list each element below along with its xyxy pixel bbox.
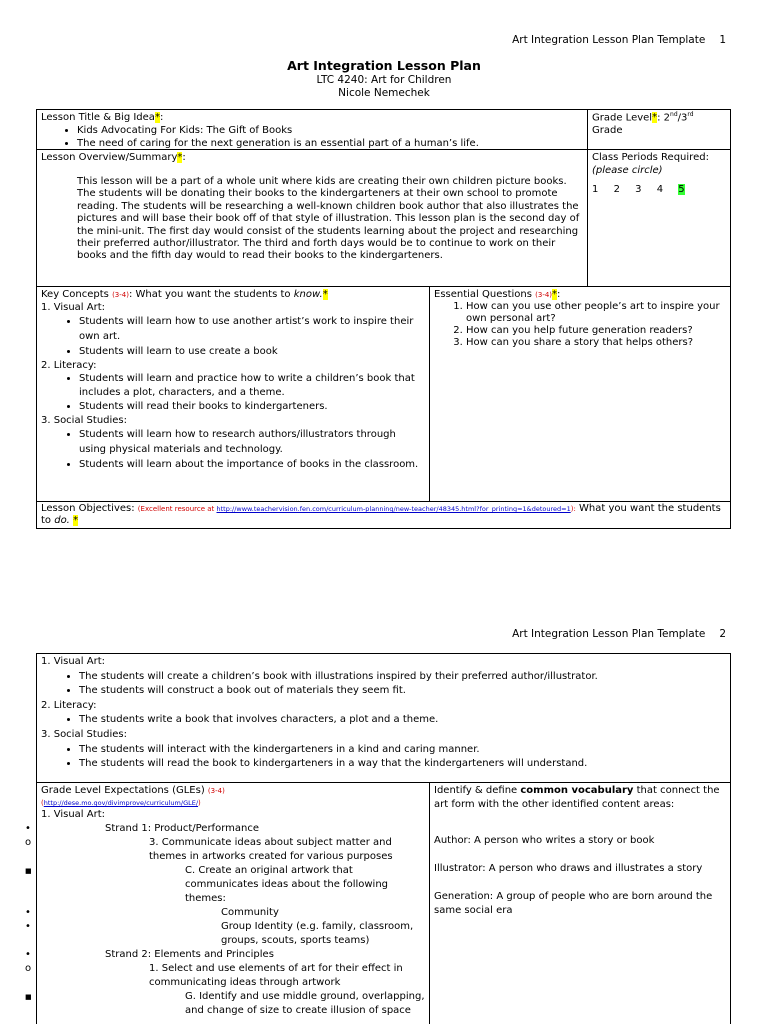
author-name: Nicole Nemechek bbox=[338, 86, 430, 99]
objective-item: • The students will construct a book out of materials they seem fit. bbox=[79, 684, 726, 699]
concept-item: • Students will learn and practice how to write a children’s book that includes a plot, characters, and a theme. bbox=[79, 372, 425, 400]
objective-item: • The students will interact with the kindergarteners in a kind and caring manner. bbox=[79, 743, 726, 758]
grade-range: (3-4) bbox=[112, 291, 129, 299]
grade-word: Grade bbox=[592, 125, 623, 137]
strand-sub-item: o 1. Select and use elements of art for their effect in communicating ideas through artwork bbox=[25, 963, 403, 988]
section-heading: 1. Visual Art: bbox=[41, 656, 105, 667]
grade-range: (3-4) bbox=[535, 291, 553, 299]
objective-item: • The students will read the book to kindergarteners in a way that the kindergarteners will understand. bbox=[79, 757, 726, 772]
class-periods-note: (please circle) bbox=[592, 165, 663, 176]
page-number: 1 bbox=[719, 34, 726, 46]
running-head-page-1 bbox=[512, 34, 726, 48]
lesson-title-item: • Kids Advocating For Kids: The Gift of Books bbox=[77, 124, 583, 137]
theme-item: • Group Identity (e.g. family, classroom, groups, scouts, sports teams) bbox=[25, 921, 414, 946]
concept-item: • Students will learn how to research authors/illustrators through using physical materials and technology. bbox=[79, 427, 425, 457]
essential-questions-cell: Essential Questions (3-4)*: 1. How can you use other people’s art to inspire your own personal art? 2. How can you help future generation readers? 3. How can you share a story that helps others? bbox=[429, 286, 731, 502]
grade-value: /3 bbox=[677, 112, 688, 124]
strand-sub-item: o 3. Communicate ideas about subject matter and themes in artworks created for various purposes bbox=[25, 837, 393, 862]
key-concepts-emphasis: know. bbox=[293, 289, 323, 300]
gle-cell bbox=[25, 782, 430, 1024]
required-marker: * bbox=[652, 112, 658, 124]
strand-label: Strand 1: Product/Performance bbox=[105, 823, 259, 834]
strand-subsub-label: G. Identify and use middle ground, overlapping, and change of size to create illusion of space bbox=[185, 991, 425, 1016]
class-periods-cell bbox=[587, 149, 731, 287]
resource-suffix: ): bbox=[570, 505, 576, 513]
concept-item: • Students will learn to use create a book bbox=[79, 344, 425, 359]
vocabulary-term: Illustrator: A person who draws and illustrates a story bbox=[434, 863, 703, 874]
overview-label: Lesson Overview/Summary bbox=[41, 152, 178, 163]
section-heading: 3. Social Studies: bbox=[41, 728, 128, 740]
objectives-prompt: What you want the students to bbox=[41, 503, 721, 526]
key-concepts-label: Key Concepts bbox=[41, 289, 109, 300]
grade-range: (3-4) bbox=[207, 787, 225, 795]
grade-level-cell: Grade Level*: 2nd/3rd Grade bbox=[587, 109, 731, 150]
strand-item: • Strand 1: Product/Performance bbox=[25, 823, 259, 834]
section-heading: 1. Visual Art: bbox=[41, 809, 105, 820]
lesson-title-label: Lesson Title & Big Idea bbox=[41, 112, 155, 123]
document-title: Art Integration Lesson Plan bbox=[287, 58, 481, 73]
required-marker: * bbox=[322, 289, 328, 300]
vocabulary-cell bbox=[429, 782, 731, 1024]
resource-link[interactable]: http://www.teachervision.fen.com/curriculum-planning/new-teacher/48345.html?for_printing=1&detoured=1 bbox=[216, 505, 571, 513]
required-marker: * bbox=[552, 289, 558, 300]
strand-label: Strand 2: Elements and Principles bbox=[105, 949, 274, 960]
objectives-cell bbox=[36, 501, 731, 529]
period-option[interactable]: 3 bbox=[635, 184, 642, 195]
strand-sub-label: 3. Communicate ideas about subject matter and themes in artworks created for various purposes bbox=[149, 837, 393, 862]
class-periods-options bbox=[592, 183, 726, 196]
period-option[interactable]: 2 bbox=[613, 184, 620, 195]
key-concepts-cell bbox=[36, 286, 430, 502]
strand-subsub-item: ■ C. Create an original artwork that communicates ideas about the following themes: bbox=[25, 865, 389, 904]
section-heading: 2. Literacy: bbox=[41, 699, 97, 711]
objectives-label: Lesson Objectives: bbox=[41, 503, 135, 514]
period-option[interactable]: 1 bbox=[592, 184, 599, 195]
gle-label: Grade Level Expectations (GLEs) bbox=[41, 785, 205, 796]
section-heading: 2. Literacy: bbox=[41, 360, 97, 371]
question-item: 2. How can you help future generation readers? bbox=[466, 325, 726, 337]
period-option-selected[interactable]: 5 bbox=[678, 184, 685, 195]
big-idea-item: • The need of caring for the next generation is an essential part of a human’s life. bbox=[77, 137, 583, 150]
required-marker: * bbox=[177, 152, 183, 163]
question-item: 3. How can you share a story that helps others? bbox=[466, 337, 726, 349]
strand-sub-label: 1. Select and use elements of art for their effect in communicating ideas through artwork bbox=[149, 963, 403, 988]
required-marker: * bbox=[73, 515, 79, 526]
key-concepts-prompt: : What you want the students to bbox=[128, 289, 294, 300]
class-periods-label: Class Periods Required: bbox=[592, 152, 709, 163]
grade-value: 2 bbox=[663, 112, 671, 124]
title-block bbox=[0, 58, 768, 99]
vocabulary-intro-bold: common vocabulary bbox=[520, 785, 634, 796]
required-marker: * bbox=[154, 112, 160, 123]
objective-item: • The students write a book that involves characters, a plot and a theme. bbox=[79, 713, 726, 728]
objective-item: • The students will create a children’s book with illustrations inspired by their preferred author/illustrator. bbox=[79, 670, 726, 685]
theme-label: Group Identity (e.g. family, classroom, groups, scouts, sports teams) bbox=[221, 921, 414, 946]
vocabulary-term: Author: A person who writes a story or book bbox=[434, 835, 655, 846]
theme-label: Community bbox=[221, 907, 279, 918]
vocabulary-intro: that connect the art form with the other identified content areas: bbox=[434, 785, 720, 810]
overview-text: This lesson will be a part of a whole unit where kids are creating their own children picture books. The students will be donating their books to the kindergarteners at their own school to promote reading. The students will be researching a well-known children book author that also illustrates the pictures and will base their book off of that style of illustration. This lesson plan is the second day of the mini-unit. The first day would consist of the students learning about the project and researching their preferred author/illustrator. The third and forth days would be to continue to work on their books and the fifth day would to read their books to the kindergarteners. bbox=[77, 176, 580, 262]
url-prefix: ( bbox=[41, 799, 44, 807]
objectives-detail-cell bbox=[36, 653, 731, 783]
concept-item: • Students will read their books to kindergarteners. bbox=[79, 400, 425, 414]
period-option[interactable]: 4 bbox=[656, 184, 664, 195]
page-number: 2 bbox=[719, 628, 726, 640]
vocabulary-intro: Identify & define bbox=[434, 785, 521, 796]
section-heading: 1. Visual Art: bbox=[41, 302, 105, 313]
theme-item: • Community bbox=[25, 907, 279, 918]
running-head-text: Art Integration Lesson Plan Template bbox=[512, 34, 706, 46]
strand-subsub-item: ■ G. Identify and use middle ground, overlapping, and change of size to create illusion of space bbox=[25, 991, 425, 1016]
grade-level-label: Grade Level bbox=[592, 112, 653, 124]
essential-questions-label: Essential Questions bbox=[434, 289, 532, 300]
url-suffix: ) bbox=[198, 799, 201, 807]
gle-link[interactable]: http://dese.mo.gov/divimprove/curriculum/GLE/ bbox=[43, 799, 199, 807]
question-item: 1. How can you use other people’s art to inspire your own personal art? bbox=[466, 301, 726, 325]
concept-item: • Students will learn how to use another artist’s work to inspire their own art. bbox=[79, 314, 425, 344]
lesson-title-cell: Lesson Title & Big Idea*: • Kids Advocating For Kids: The Gift of Books • The need of caring for the next generation is an essential part of a human’s life. bbox=[36, 109, 588, 150]
grade-suffix: nd bbox=[670, 111, 678, 118]
grade-suffix: rd bbox=[687, 111, 694, 118]
course-name: LTC 4240: Art for Children bbox=[316, 74, 452, 87]
section-heading: 3. Social Studies: bbox=[41, 415, 128, 426]
concept-item: • Students will learn about the importance of books in the classroom. bbox=[79, 457, 425, 472]
vocabulary-term: Generation: A group of people who are born around the same social era bbox=[434, 891, 713, 916]
strand-item: • Strand 2: Elements and Principles bbox=[25, 949, 274, 960]
resource-prefix: (Excellent resource at bbox=[137, 505, 217, 513]
strand-subsub-label: C. Create an original artwork that communicates ideas about the following themes: bbox=[185, 865, 389, 904]
running-head-text: Art Integration Lesson Plan Template bbox=[512, 628, 706, 640]
overview-cell: Lesson Overview/Summary*: This lesson will be a part of a whole unit where kids are creating their own children picture books. The students will be donating their books to the kindergarteners at their own school to promote reading. The students will be researching a well-known children book author that also illustrates the pictures and will base their book off of that style of illustration. This lesson plan is the second day of the mini-unit. The first day would consist of the students learning about the project and researching their preferred author/illustrator. The third and forth days would be to continue to work on their books and the fifth day would to read their books to the kindergarteners. bbox=[36, 149, 588, 287]
running-head-page-2 bbox=[512, 628, 726, 642]
objectives-emphasis: do. bbox=[54, 515, 70, 526]
